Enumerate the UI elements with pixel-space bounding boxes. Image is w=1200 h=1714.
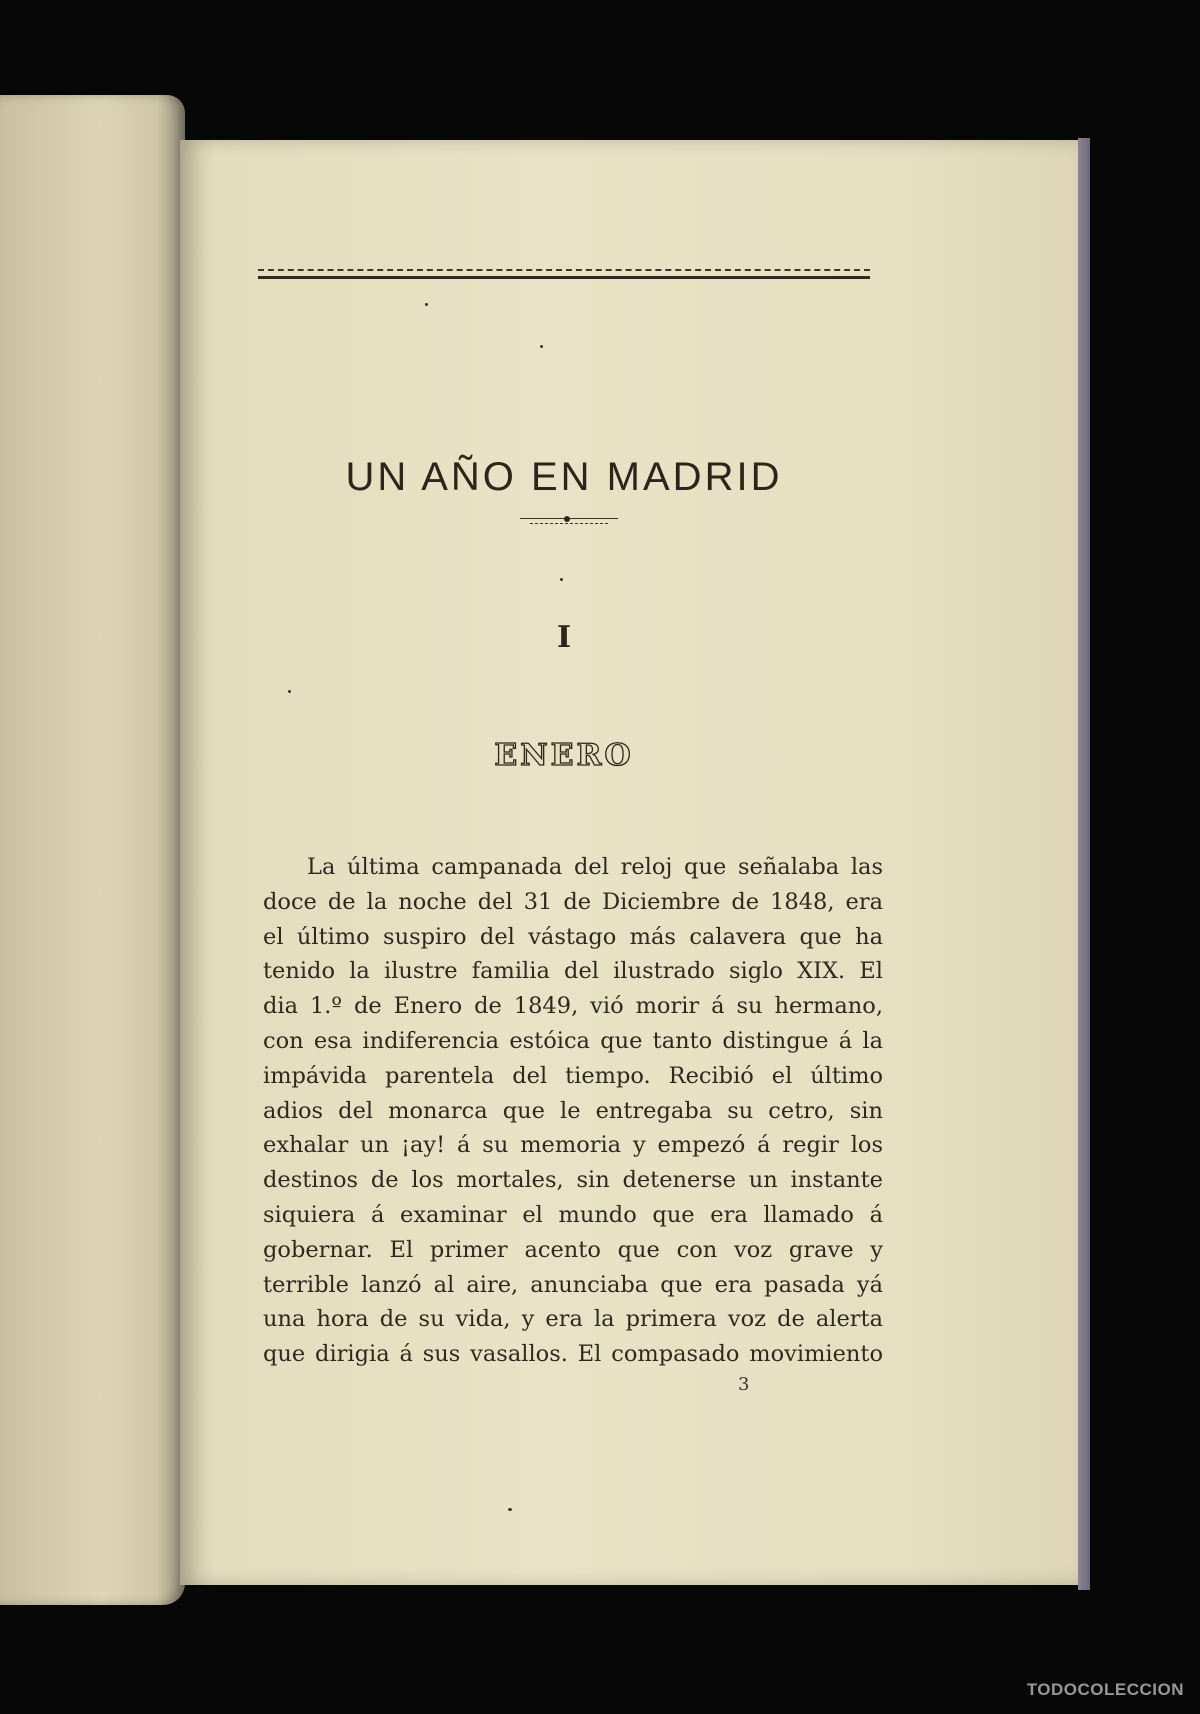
text-line: el último suspiro del vástago más calavera que ha <box>263 923 883 950</box>
watermark: TODOCOLECCION <box>1026 1680 1184 1699</box>
body-text <box>263 850 883 1372</box>
chapter-number: I <box>556 620 572 655</box>
text-line: doce de la noche del 31 de Diciembre de 1848, era <box>263 888 883 915</box>
paper-speck <box>508 1508 512 1511</box>
paper-speck <box>425 303 428 306</box>
book-cover-edge <box>1078 138 1090 1590</box>
page-number: 3 <box>738 1374 750 1395</box>
paper-speck <box>288 690 291 693</box>
paper-speck <box>540 345 543 348</box>
header-rule <box>258 268 870 282</box>
text-line: con esa indiferencia estóica que tanto distingue á la <box>263 1027 883 1054</box>
text-line: gobernar. El primer acento que con voz grave y <box>263 1236 883 1263</box>
text-line: adios del monarca que le entregaba su cetro, sin <box>263 1097 883 1124</box>
chapter-title: ENERO <box>494 738 634 773</box>
title-ornament <box>520 518 618 528</box>
text-line: destinos de los mortales, sin detenerse un instante <box>263 1167 883 1194</box>
text-line: terrible lanzó al aire, anunciaba que era pasada yá <box>263 1271 883 1298</box>
text-line: siquiera á examinar el mundo que era llamado á <box>263 1201 883 1228</box>
text-line: impávida parentela del tiempo. Recibió el último <box>263 1062 883 1089</box>
text-line: tenido la ilustre familia del ilustrado siglo XIX. El <box>263 958 883 985</box>
text-line: que dirigia á sus vasallos. El compasado movimiento <box>263 1341 883 1368</box>
text-line: dia 1.º de Enero de 1849, vió morir á su hermano, <box>263 993 883 1020</box>
paper-speck <box>560 578 563 581</box>
text-line: una hora de su vida, y era la primera voz de alerta <box>263 1306 883 1333</box>
text-line: exhalar un ¡ay! á su memoria y empezó á regir los <box>263 1132 883 1159</box>
text-line: La última campanada del reloj que señalaba las <box>307 854 883 880</box>
book-title: UN AÑO EN MADRID <box>345 455 783 499</box>
left-page <box>0 95 185 1605</box>
